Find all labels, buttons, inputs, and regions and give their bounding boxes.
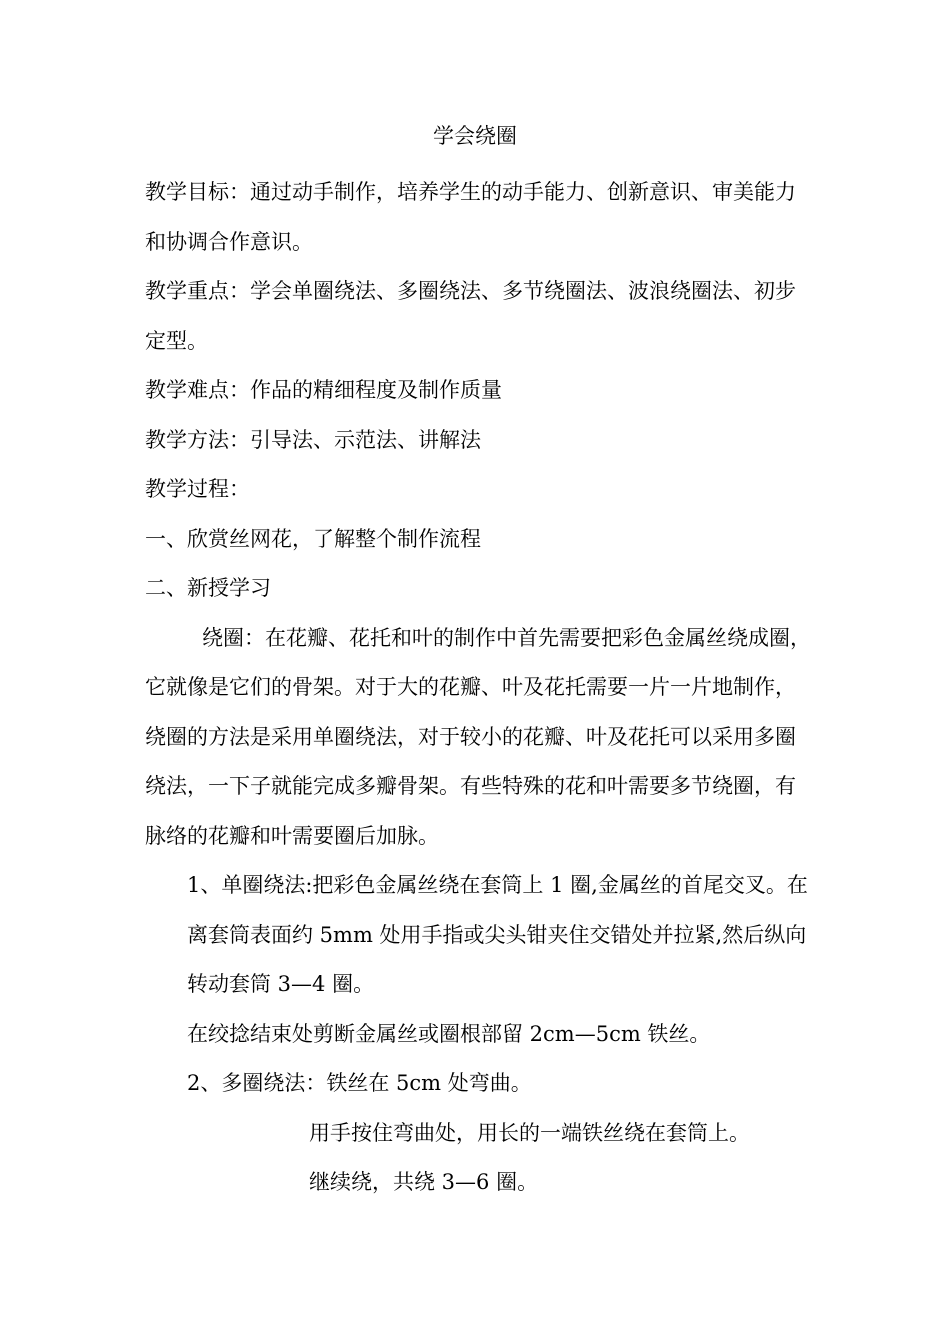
methods-paragraph: 教学方法：引导法、示范法、讲解法 <box>145 427 481 452</box>
objectives-paragraph: 教学目标：通过动手制作，培养学生的动手能力、创新意识、审美能力和协调合作意识。 <box>145 180 796 254</box>
process-heading: 教学过程： <box>145 477 250 501</box>
single-loop-paragraph: 1、单圈绕法:把彩色金属丝绕在套筒上 1 圈,金属丝的首尾交叉。在离套筒表面约 5mm 处用手指或尖头钳夹住交错处并拉紧,然后纵向转动套筒 3—4 圈。 <box>187 873 808 996</box>
key-points-paragraph: 教学重点：学会单圈绕法、多圈绕法、多节绕圈法、波浪绕圈法、初步定型。 <box>145 279 796 353</box>
multi-loop-paragraph: 2、多圈绕法：铁丝在 5cm 处弯曲。 <box>187 1071 532 1095</box>
multi-loop-step-1: 用手按住弯曲处，用长的一端铁丝绕在套筒上。 <box>309 1120 750 1145</box>
document-title: 学会绕圈 <box>433 124 517 148</box>
document-body <box>145 168 813 1208</box>
step-one-heading: 一、欣赏丝网花，了解整个制作流程 <box>145 526 481 551</box>
multi-loop-step-2: 继续绕，共绕 3—6 圈。 <box>309 1170 539 1194</box>
difficulties-paragraph: 教学难点：作品的精细程度及制作质量 <box>145 378 502 402</box>
intro-paragraph: 绕圈：在花瓣、花托和叶的制作中首先需要把彩色金属丝绕成圈，它就像是它们的骨架。对于大的花瓣、叶及花托需要一片一片地制作，绕圈的方法是采用单圈绕法，对于较小的花瓣、叶及花托可以采用多圈绕法，一下子就能完成多瓣骨架。有些特殊的花和叶需要多节绕圈，有脉络的花瓣和叶需要圈后加脉。 <box>145 625 811 848</box>
single-loop-end-paragraph: 在绞捻结束处剪断金属丝或圈根部留 2cm—5cm 铁丝。 <box>187 1021 711 1046</box>
step-two-heading: 二、新授学习 <box>145 576 271 600</box>
